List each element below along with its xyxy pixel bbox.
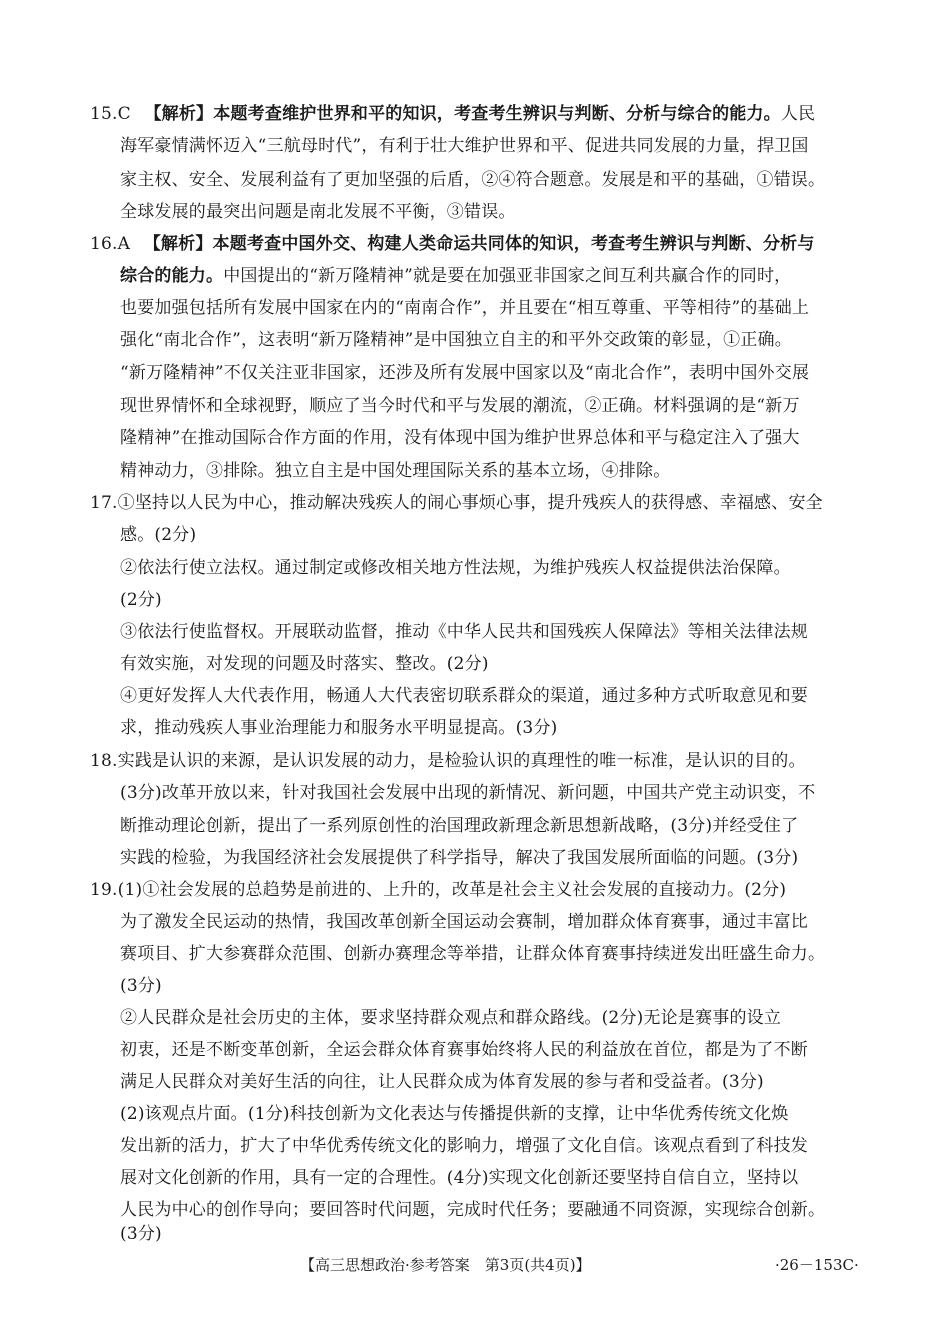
q16-lead: 本题考查中国外交、构建人类命运共同体的知识，考查考生辨识与判断、分析与 <box>212 234 815 254</box>
q19-line-9: 发出新的活力，扩大了中华优秀传统文化的影响力，增强了文化自信。该观点看到了科技发 <box>120 1136 808 1156</box>
q17-line-8: 求，推动残疾人事业治理能力和服务水平明显提高。(3分) <box>120 718 558 738</box>
q15-line-2: 海军豪情满怀迈入“三航母时代”，有利于壮大维护世界和平、促进共同发展的力量，捍卫国 <box>120 136 809 156</box>
q16-line-4: 强化“南北合作”，这表明“新万隆精神”是中国独立自主的和平外交政策的彰显，①正确。 <box>120 330 792 350</box>
q19-line-6: 初衷，还是不断变革创新，全运会群众体育赛事始终将人民的利益放在首位，都是为了不断 <box>120 1040 808 1060</box>
q16-tag: 【解析】 <box>143 234 213 254</box>
q19-line-7: 满足人民群众对美好生活的向往，让人民群众成为体育发展的参与者和受益者。(3分) <box>120 1072 764 1092</box>
q19-line-8: (2)该观点片面。(1分)科技创新为文化表达与传播提供新的支撑，让中华优秀传统文化焕 <box>120 1104 789 1124</box>
q15-line-3: 家主权、安全、发展利益有了更加坚强的后盾，②④符合题意。发展是和平的基础，①错误。 <box>120 170 826 190</box>
q17-line-7: ④更好发挥人大代表作用，畅通人大代表密切联系群众的渠道，通过多种方式听取意见和要 <box>120 686 808 706</box>
q17-line-1 <box>90 493 823 513</box>
q15-line-1-rest: 人民 <box>780 104 816 124</box>
q17-number: 17. <box>90 493 118 513</box>
q17-line-5: ③依法行使监督权。开展联动监督，推动《中华人民共和国残疾人保障法》等相关法律法规 <box>120 622 808 642</box>
q18-line-1 <box>90 751 806 771</box>
q16-number: 16.A <box>90 234 131 254</box>
q17-line-6: 有效实施，对发现的问题及时落实、整改。(2分) <box>120 654 489 674</box>
q19-line-1-text: (1)①社会发展的总趋势是前进的、上升的，改革是社会主义社会发展的直接动力。(2分) <box>117 880 787 900</box>
q18-line-3: 断推动理论创新，提出了一系列原创性的治国理政新理念新思想新战略，(3分)并经受住了 <box>120 816 799 836</box>
q19-line-4: (3分) <box>120 976 162 996</box>
q15-line-1 <box>90 104 815 124</box>
q16-line-7: 隆精神”在推动国际合作方面的作用，没有体现中国为维护世界总体和平与稳定注入了强大 <box>120 428 800 448</box>
q17-line-3: ②依法行使立法权。通过制定或修改相关地方性法规，为维护残疾人权益提供法治保障。 <box>120 558 791 578</box>
q16-line-2-rest: 中国提出的“新万隆精神”就是要在加强亚非国家之间互利共赢合作的同时， <box>223 266 792 286</box>
q17-line-2: 感。(2分) <box>120 525 197 545</box>
q16-line-5: “新万隆精神”不仅关注亚非国家，还涉及所有发展中国家以及“南北合作”，表明中国外交展 <box>120 363 810 383</box>
q15-lead: 本题考查维护世界和平的知识，考查考生辨识与判断、分析与综合的能力。 <box>213 104 781 124</box>
q16-line-3: 也要加强包括所有发展中国家在内的“南南合作”，并且要在“相互尊重、平等相待”的基础上 <box>120 298 810 318</box>
q17-line-4: (2分) <box>120 590 162 610</box>
footer-code: ·26－153C· <box>775 1256 859 1274</box>
q18-line-4: 实践的检验，为我国经济社会发展提供了科学指导，解决了我国发展所面临的问题。(3分) <box>120 848 799 868</box>
q19-number: 19. <box>90 880 118 900</box>
q19-line-5: ②人民群众是社会历史的主体，要求坚持群众观点和群众路线。(2分)无论是赛事的设立 <box>120 1008 782 1028</box>
q15-tag: 【解析】 <box>144 104 214 124</box>
q18-line-1-text: 实践是认识的来源，是认识发展的动力，是检验认识的真理性的唯一标准，是认识的目的。 <box>117 751 806 771</box>
q19-line-11: 人民为中心的创作导向；要回答时代问题，完成时代任务；要融通不同资源，实现综合创新。 <box>120 1200 826 1220</box>
q15-number: 15.C <box>90 104 131 124</box>
q18-number: 18. <box>90 751 118 771</box>
q19-line-2: 为了激发全民运动的热情，我国改革创新全国运动会赛制，增加群众体育赛事，通过丰富比 <box>120 912 808 932</box>
q17-line-1-text: ①坚持以人民为中心，推动解决残疾人的闹心事烦心事，提升残疾人的获得感、幸福感、安全 <box>117 493 823 513</box>
q16-lead-2: 综合的能力。 <box>120 266 224 286</box>
q19-line-3: 赛项目、扩大参赛群众范围、创新办赛理念等举措，让群众体育赛事持续迸发出旺盛生命力。 <box>120 944 826 964</box>
q16-line-1 <box>90 234 815 254</box>
q15-line-4: 全球发展的最突出问题是南北发展不平衡，③错误。 <box>120 202 516 222</box>
q16-line-2 <box>120 266 791 286</box>
q16-line-6: 现世界情怀和全球视野，顺应了当今时代和平与发展的潮流，②正确。材料强调的是“新万 <box>120 396 800 416</box>
q16-line-8: 精神动力，③排除。独立自主是中国处理国际关系的基本立场，④排除。 <box>120 461 671 481</box>
footer-title: 【高三思想政治·参考答案 第3页(共4页)】 <box>300 1256 591 1274</box>
q18-line-2: (3分)改革开放以来，针对我国社会发展中出现的新情况、新问题，中国共产党主动识变，不 <box>120 783 816 803</box>
q19-line-1 <box>90 880 786 900</box>
q19-line-12: (3分) <box>120 1224 162 1244</box>
q19-line-10: 展对文化创新的作用，具有一定的合理性。(4分)实现文化创新还要坚持自信自立，坚持以 <box>120 1168 799 1188</box>
